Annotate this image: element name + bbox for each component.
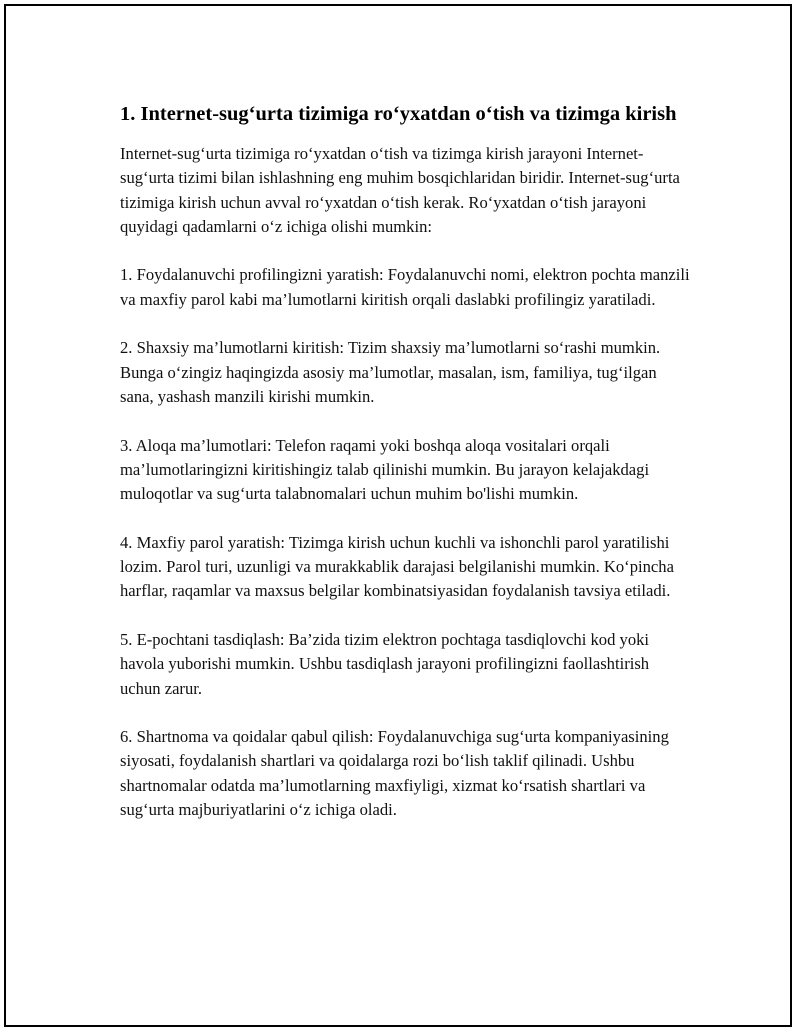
intro-paragraph: Internet-sug‘urta tizimiga ro‘yxatdan o‘tish va tizimga kirish jarayoni Internet-sug‘urta tizimi bilan ishlashning eng muhim bosqichlaridan biridir. Internet-sug‘urta tizimiga kirish uchun avval ro‘yxatdan o‘tish kerak. Ro‘yxatdan o‘tish jarayoni quyidagi qadamlarni o‘z ichiga olishi mumkin: xyxy=(120,144,680,236)
page-frame xyxy=(4,4,792,1027)
step-1-paragraph: 1. Foydalanuvchi profilingizni yaratish: Foydalanuvchi nomi, elektron pochta manzili va maxfiy parol kabi ma’lumotlarni kiritish orqali daslabki profilingiz yaratiladi. xyxy=(120,265,690,309)
document-body xyxy=(120,100,690,847)
step-6-paragraph: 6. Shartnoma va qoidalar qabul qilish: Foydalanuvchiga sug‘urta kompaniyasining siyosati, foydalanish shartlari va qoidalarga rozi bo‘lish taklif qilinadi. Ushbu shartnomalar odatda ma’lumotlarning maxfiyligi, xizmat ko‘rsatish shartlari va sug‘urta majburiyatlarini o‘z ichiga oladi. xyxy=(120,727,669,820)
step-2-paragraph: 2. Shaxsiy ma’lumotlarni kiritish: Tizim shaxsiy ma’lumotlarni so‘rashi mumkin. Bunga o‘zingiz haqingizda asosiy ma’lumotlar, masalan, ism, familiya, tug‘ilgan sana, yashash manzili kirishi mumkin. xyxy=(120,338,661,406)
step-4-paragraph: 4. Maxfiy parol yaratish: Tizimga kirish uchun kuchli va ishonchli parol yaratilishi lozim. Parol turi, uzunligi va murakkablik darajasi belgilanishi mumkin. Ko‘pincha harflar, raqamlar va maxsus belgilar kombinatsiyasidan foydalanish tavsiya etiladi. xyxy=(120,532,674,601)
step-5-paragraph: 5. E-pochtani tasdiqlash: Ba’zida tizim elektron pochtaga tasdiqlovchi kod yoki havola yuborishi mumkin. Ushbu tasdiqlash jarayoni profilingizni faollashtirish uchun zarur. xyxy=(120,629,650,698)
step-3-paragraph: 3. Aloqa ma’lumotlari: Telefon raqami yoki boshqa aloqa vositalari orqali ma’lumotlaringizni kiritishingiz talab qilinishi mumkin. Bu jarayon kelajakdagi muloqotlar va sug‘urta talabnomalari uchun muhim bo'lishi mumkin. xyxy=(120,435,650,504)
document-title: 1. Internet-sug‘urta tizimiga ro‘yxatdan o‘tish va tizimga kirish xyxy=(120,103,677,125)
